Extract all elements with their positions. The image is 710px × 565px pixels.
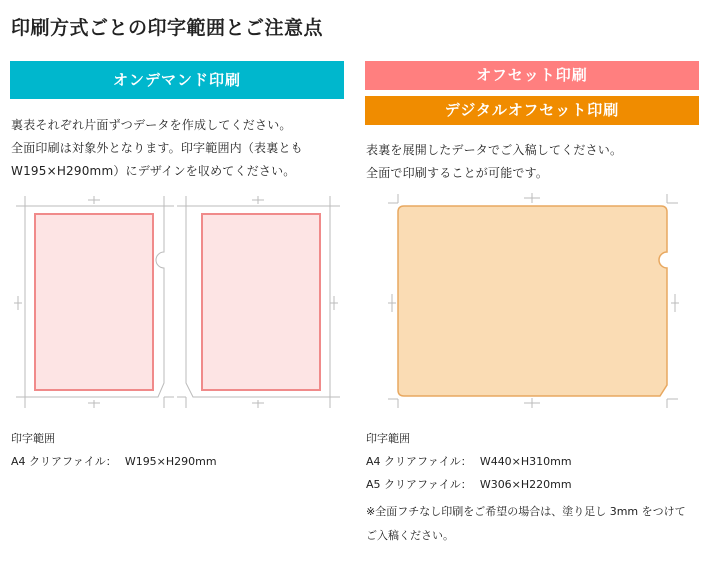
spec-row bbox=[366, 450, 572, 473]
full-print-area bbox=[398, 206, 667, 396]
description-line: 表裏を展開したデータでご入稿してください。 bbox=[366, 143, 623, 157]
description-line: W195×H290mm）にデザインを収めてください。 bbox=[11, 164, 296, 178]
offset-banner: オフセット印刷 bbox=[365, 61, 699, 90]
print-area-front bbox=[35, 214, 153, 390]
spec-value: W195×H290mm bbox=[124, 455, 217, 468]
digital-offset-banner: デジタルオフセット印刷 bbox=[365, 96, 699, 125]
page-title: 印刷方式ごとの印字範囲とご注意点 bbox=[11, 17, 324, 39]
offset-spec bbox=[366, 427, 572, 496]
spec-row bbox=[11, 450, 217, 473]
offset-full-print-diagram bbox=[388, 193, 679, 408]
description-line: 全面印刷は対象外となります。印字範囲内（表裏とも bbox=[11, 141, 303, 155]
spec-heading: 印字範囲 bbox=[366, 432, 410, 445]
ondemand-banner: オンデマンド印刷 bbox=[10, 61, 344, 99]
description-line: 裏表それぞれ片面ずつデータを作成してください。 bbox=[11, 118, 292, 132]
spec-value: W306×H220mm bbox=[479, 478, 572, 491]
note-line: ※全面フチなし印刷をご希望の場合は、塗り足し 3mm をつけて bbox=[366, 505, 686, 518]
spec-label: A4 クリアファイル： bbox=[366, 455, 472, 468]
spec-row bbox=[366, 473, 572, 496]
note-line: ご入稿ください。 bbox=[366, 529, 454, 542]
print-area-back bbox=[202, 214, 320, 390]
description-line: 全面で印刷することが可能です。 bbox=[366, 166, 549, 180]
spec-value: W440×H310mm bbox=[479, 455, 572, 468]
ondemand-spec bbox=[11, 427, 217, 473]
spec-heading: 印字範囲 bbox=[11, 432, 55, 445]
spec-label: A4 クリアファイル： bbox=[11, 455, 117, 468]
spec-label: A5 クリアファイル： bbox=[366, 478, 472, 491]
bleed-note bbox=[366, 500, 701, 548]
